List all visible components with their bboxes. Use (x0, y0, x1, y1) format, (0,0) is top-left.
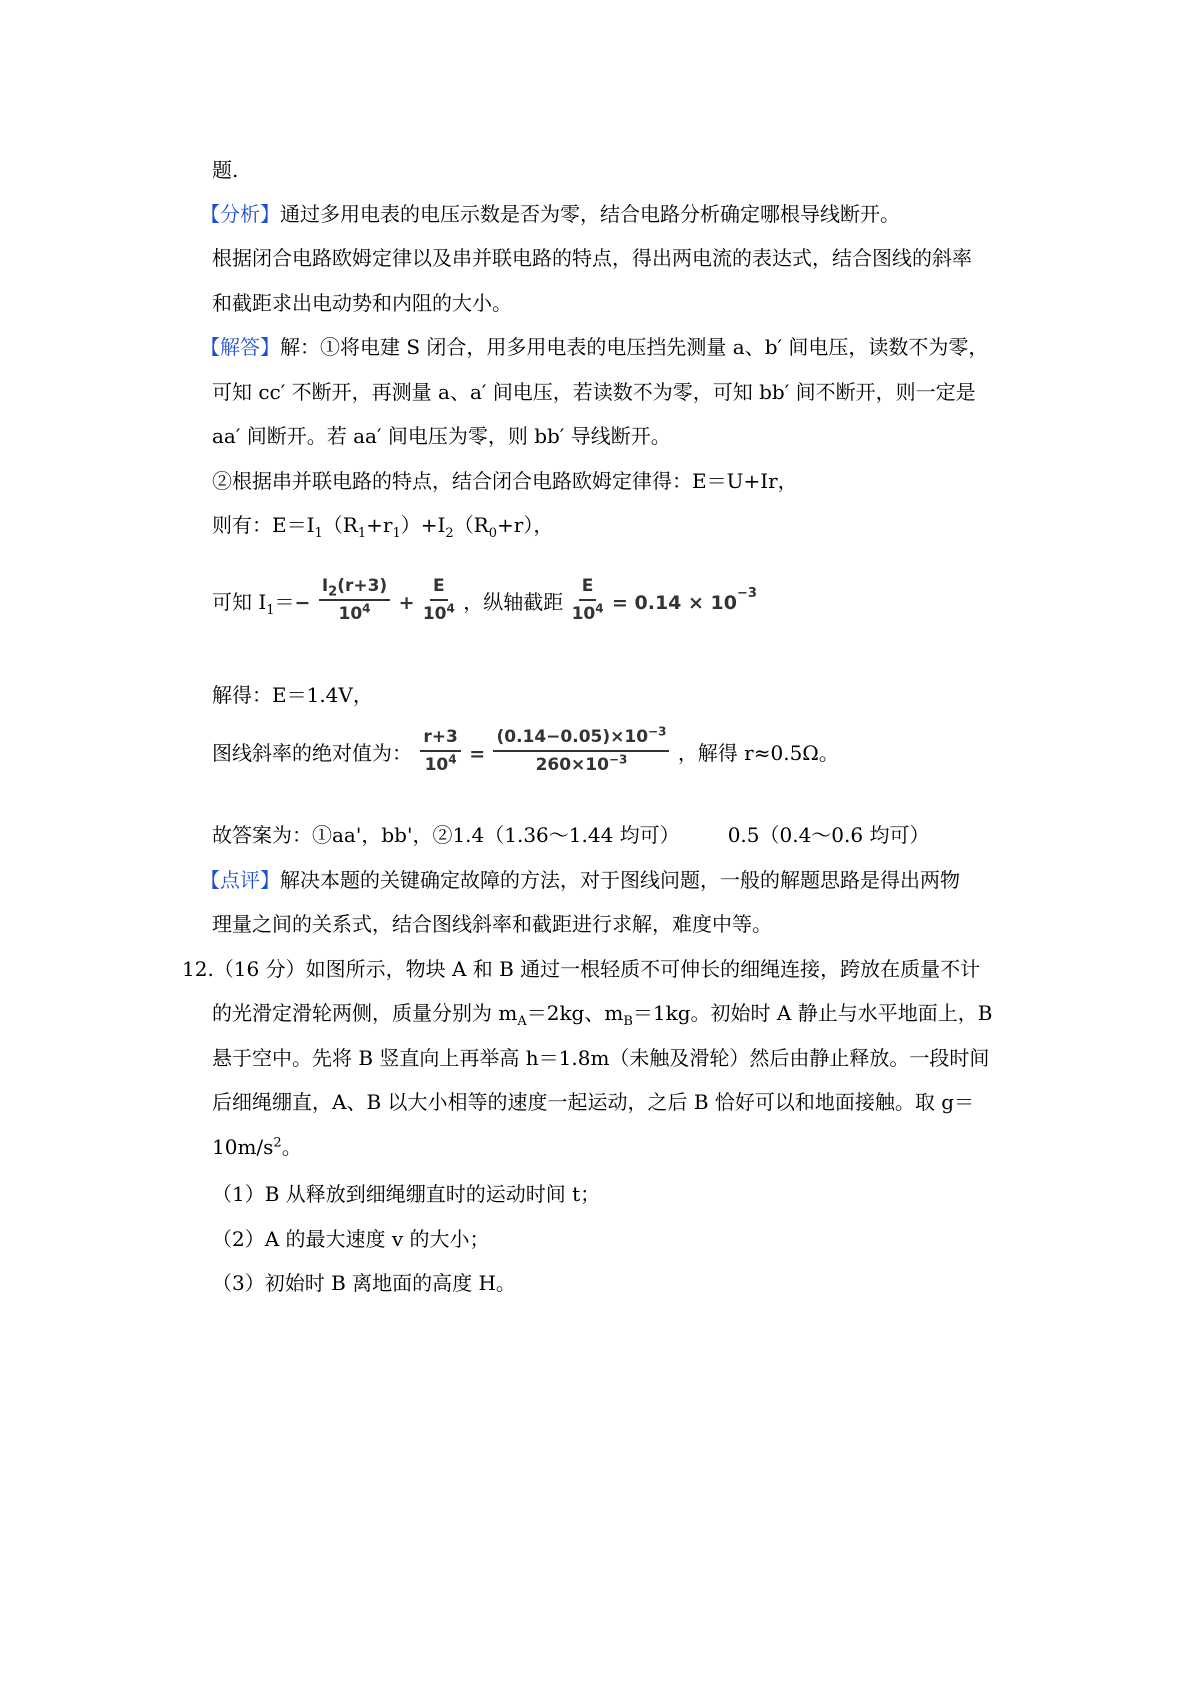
fraction: $\frac{(0.14-0.05)\times 10^{-3}}{260\times 10^{-3}}$ (493, 726, 669, 776)
text-line: 可知 cc′ 不断开，再测量 a、a′ 间电压，若读数不为零，可知 bb′ 间不断开，则一定是 (212, 380, 976, 404)
fraction: $\frac{r+3}{10^4}$ (420, 726, 460, 776)
fraction: $\frac{I_2(r+3)}{10^4}$ (319, 575, 390, 625)
comment-paragraph: 【点评】解决本题的关键确定故障的方法，对于图线问题，一般的解题思路是得出两物 (200, 868, 960, 892)
text-line: $10m/s^2$。 (212, 1135, 302, 1159)
text-line: 悬于空中。先将 B 竖直向上再举高 h＝1.8m（未触及滑轮）然后由静止释放。一段时间 (212, 1046, 990, 1070)
analysis-tag: 【分析】 (200, 202, 280, 226)
answer-paragraph: 【解答】解：①将电建 S 闭合，用多用电表的电压挡先测量 a、b′ 间电压，读数不为零， (200, 335, 989, 359)
equation-line: 则有：$E=I_1(R_1+r_1)+I_2(R_0+r)$， (212, 513, 554, 541)
fraction: $\frac{E}{10^4}$ (422, 575, 455, 624)
question-12-title: 12.（16 分）如图所示，物块 A 和 B 通过一根轻质不可伸长的细绳连接，跨放在质量不计 (182, 957, 981, 981)
sub-question-2: （2）A 的最大速度 v 的大小； (212, 1227, 490, 1251)
sub-question-1: （1）B 从释放到细绳绷直时的运动时间 t； (212, 1182, 601, 1206)
equation-line: 图线斜率的绝对值为： $\frac{r+3}{10^4}$ = $\frac{(0.14-0.05)\times 10^{-3}}{260\times 10^{-3}}$ ，解得 r≈0.5Ω。 (212, 723, 839, 775)
analysis-paragraph: 【分析】通过多用电表的电压示数是否为零，结合电路分析确定哪根导线断开。 (200, 202, 900, 226)
text-line: 解得：E＝1.4V， (212, 683, 373, 707)
text-line: 根据闭合电路欧姆定律以及串并联电路的特点，得出两电流的表达式，结合图线的斜率 (212, 246, 972, 270)
sub-question-3: （3）初始时 B 离地面的高度 H。 (212, 1271, 516, 1295)
text-line: 后细绳绷直，A、B 以大小相等的速度一起运动，之后 B 恰好可以和地面接触。取 g＝ (212, 1090, 975, 1114)
text-line: 题. (212, 158, 239, 182)
equation-line: 可知 $I_1=-$ $\frac{I_2(r+3)}{10^4}$ + $\frac{E}{10^4}$ ，纵轴截距 $\frac{E}{10^4}$ = $0.14 \times 10^{-3}$ (212, 575, 757, 624)
text-line: 的光滑定滑轮两侧，质量分别为 $m_A=2kg$、$m_B=1kg$。初始时 A 静止与水平地面上，B (212, 1001, 993, 1029)
answer-tag: 【解答】 (200, 335, 280, 359)
comment-tag: 【点评】 (200, 868, 280, 892)
text-line: 和截距求出电动势和内阻的大小。 (212, 291, 512, 315)
text-line: 理量之间的关系式，结合图线斜率和截距进行求解，难度中等。 (212, 912, 772, 936)
text-line: 故答案为：①aa'，bb'，②1.4（1.36～1.44 均可） 0.5（0.4～0.6 均可） (212, 823, 930, 847)
fraction: $\frac{E}{10^4}$ (571, 575, 604, 624)
text-line: aa′ 间断开。若 aa′ 间电压为零，则 bb′ 导线断开。 (212, 424, 671, 448)
text-line: ②根据串并联电路的特点，结合闭合电路欧姆定律得：E＝U+Ir， (212, 469, 798, 493)
